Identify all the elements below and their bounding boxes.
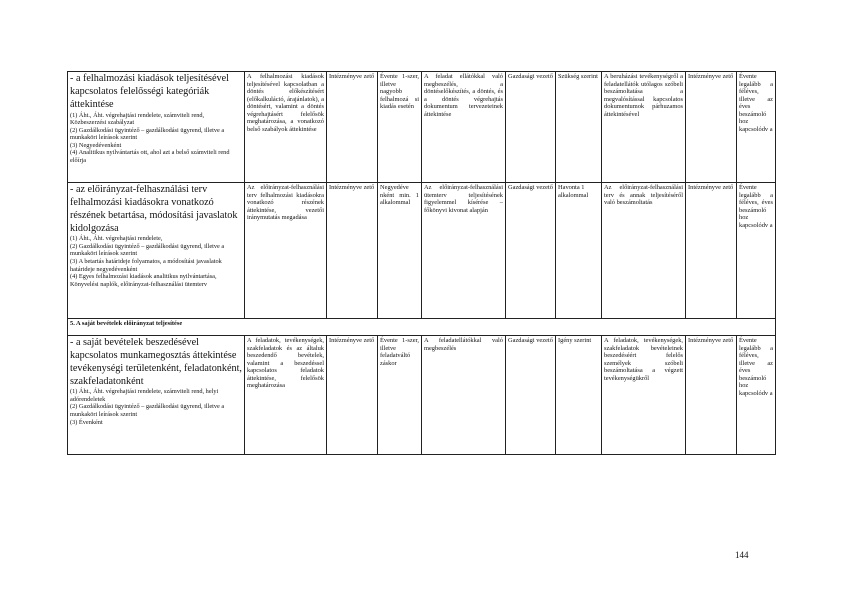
reporting-description: A feladatok, tevékenységek, szakfeladatok bevételeinek beszedéséért felelős személyek szóbeli beszámoltatása a végzett tevékenységükről <box>602 336 686 455</box>
reporting-frequency: Évente legalább a féléves, illetve az éves beszámoló hoz kapcsolódv a <box>737 336 776 455</box>
activity-sub: (3) Negyedévenként <box>70 141 122 149</box>
reporting-responsible: Intézményve zető <box>686 336 737 455</box>
monitoring-responsible: Gazdasági vezető <box>506 336 556 455</box>
activity-sub: (2) Gazdálkodási ügyintéző – gazdálkodási ügyrend, illetve a munkaköri leírások szerint <box>70 242 225 258</box>
monitoring-description: A feladat ellátókkal való megbeszélés, a döntéselőkészítés, a döntés, és a döntés végrehajtás dokumentum tervezeteinek áttekintése <box>422 72 506 183</box>
monitoring-responsible: Gazdasági vezető <box>506 72 556 183</box>
control-description: A feladatok, tevékenységek, szakfeladatok és az általuk beszedendő bevételek, valamint a beszedéssel kapcsolatos feladatok áttekintése, felelősök meghatározása <box>245 336 327 455</box>
activity-sub: (1) Áht., Áht. végrehajtási rendelete, számviteli rend, Közbeszerzési szabályzat <box>70 111 205 127</box>
reporting-responsible: Intézményve zető <box>686 72 737 183</box>
control-responsible: Intézményve zető <box>327 183 378 319</box>
activity-sub: (2) Gazdálkodási ügyintéző – gazdálkodási ügyrend, illetve a munkaköri leírások szerint <box>70 126 225 142</box>
reporting-responsible: Intézményve zető <box>686 183 737 319</box>
activity-title: - az előirányzat-felhasználási terv felhalmozási kiadásokra vonatkozó részének betartása, módosítási javaslatok kidolgozása <box>70 184 238 234</box>
activity-cell <box>68 183 245 319</box>
section-title: 5. A saját bevételek előirányzat teljesítése <box>68 319 776 336</box>
activity-sub: (1) Áht., Áht. végrehajtási rendelete, <box>70 235 163 243</box>
activity-title: - a saját bevételek beszedésével kapcsolatos munkamegosztás áttekintése tevékenységi területenként, feladatonként, szakfeladatonként <box>70 337 242 387</box>
control-responsible: Intézményve zető <box>327 72 378 183</box>
control-frequency: Évente 1-szer, illetve feladatváltó záskor <box>378 336 422 455</box>
control-description: Az előirányzat-felhasználási terv felhalmozási kiadásokra vonatkozó részének áttekintése, vezetői iránymutatás megadása <box>245 183 327 319</box>
page-number: 144 <box>735 550 749 560</box>
activity-cell <box>68 336 245 455</box>
reporting-frequency: Évente legalább a féléves, illetve az éves beszámoló hoz kapcsolódv a <box>737 72 776 183</box>
control-description: A felhalmozási kiadások teljesítésével kapcsolatban a döntés előkészítésért (előkalkuláció, árajánlatok), a döntésért, valamint a döntés végrehajtásért felelősök meghatározása, a vonatkozó belső szabályok áttekintése <box>245 72 327 183</box>
control-responsible: Intézményve zető <box>327 336 378 455</box>
reporting-description: A beruházási tevékenységről a feladatellátók utólagos szóbeli beszámoltatása a megvalósítással kapcsolatos dokumentumok párhuzamos áttekintésével <box>602 72 686 183</box>
control-frequency: Évente 1-szer, illetve nagyobb felhalmozá si kiadás esetén <box>378 72 422 183</box>
activity-sub: (2) Gazdálkodási ügyintéző – gazdálkodási ügyrend, illetve a munkaköri leírások szerint <box>70 403 225 419</box>
activity-sub: (1) Áht., Áht. végrehajtási rendelete, számviteli rend, helyi adórendeletek <box>70 388 219 403</box>
table-row <box>68 183 776 319</box>
control-frequency: Negyedéve nként min. 1 alkalommal <box>378 183 422 319</box>
monitoring-frequency: Igény szerint <box>556 336 602 455</box>
activity-sub: (3) A betartás határideje folyamatos, a módosítási javaslatok határideje negyedévenként <box>70 258 222 273</box>
table-row <box>68 336 776 455</box>
monitoring-frequency: Havonta 1 alkalommal <box>556 183 602 319</box>
monitoring-description: Az előirányzat-felhasználási ütemterv teljesítésének figyelemmel kísérése – főkönyvi kivonat alapján <box>422 183 506 319</box>
monitoring-frequency: Szükség szerint <box>556 72 602 183</box>
activity-cell <box>68 72 245 183</box>
table-row <box>68 72 776 183</box>
activity-sub: (4) Egyes felhalmozási kiadások analitikus nyilvántartása, Könyvelési naplók, előirányzat-felhasználási ütemterv <box>70 273 217 288</box>
activity-sub: (3) Évenként <box>70 418 103 426</box>
reporting-frequency: Évente legalább a féléves, éves beszámoló hoz kapcsolódv a <box>737 183 776 319</box>
activity-sub: (4) Analitikus nyilvántartás ott, ahol azt a belső számviteli rend előírja <box>70 149 230 164</box>
monitoring-description: A feladatellátókkal való megbeszélés <box>422 336 506 455</box>
monitoring-responsible: Gazdasági vezető <box>506 183 556 319</box>
section-header-row <box>68 319 776 336</box>
control-table <box>67 71 776 455</box>
activity-title: - a felhalmozási kiadások teljesítésével kapcsolatos felelősségi kategóriák áttekintése <box>70 73 229 110</box>
reporting-description: Az előirányzat-felhasználási terv és annak teljesítéséről való beszámoltatás <box>602 183 686 319</box>
